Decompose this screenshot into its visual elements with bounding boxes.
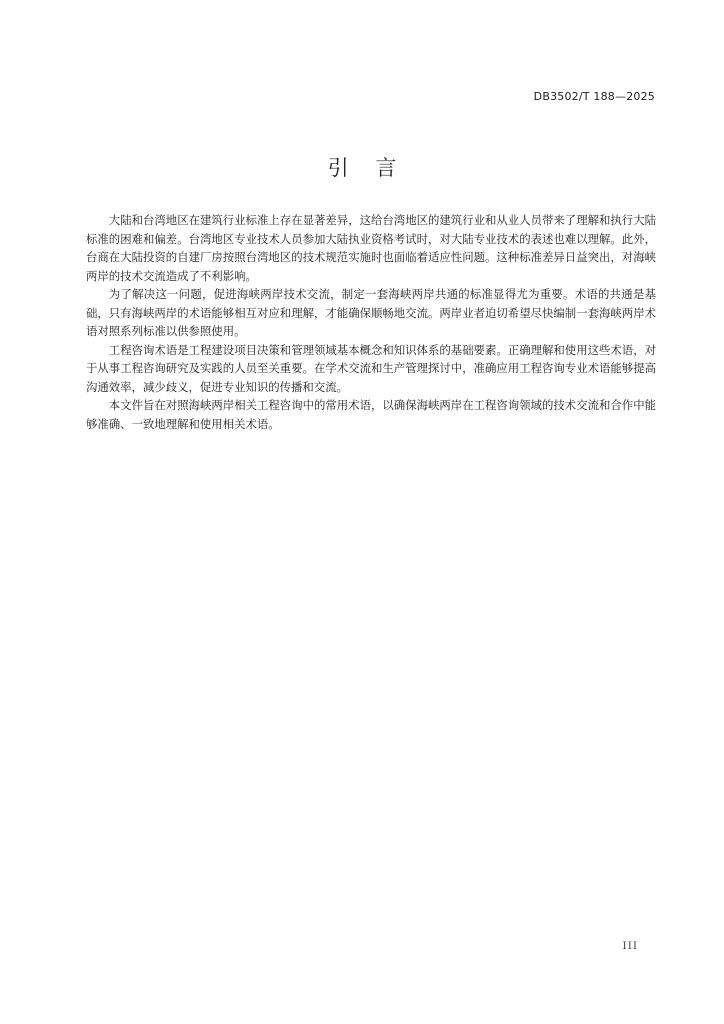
standard-number: DB3502/T 188—2025 [533,90,655,103]
body-text [86,211,656,433]
paragraph-2: 为了解决这一问题，促进海峡两岸技术交流，制定一套海峡两岸共通的标准显得尤为重要。术语的共通是基础，只有海峡两岸的术语能够相互对应和理解，才能确保顺畅地交流。两岸业者迫切希望尽快编制一套海峡两岸术语对照系列标准以供参照使用。 [86,287,656,338]
paragraph-4: 本文件旨在对照海峡两岸相关工程咨询中的常用术语，以确保海峡两岸在工程咨询领域的技术交流和合作中能够准确、一致地理解和使用相关术语。 [86,398,656,431]
paragraph-3: 工程咨询术语是工程建设项目决策和管理领域基本概念和知识体系的基础要素。正确理解和使用这些术语，对于从事工程咨询研究及实践的人员至关重要。在学术交流和生产管理探讨中，准确应用工程咨询专业术语能够提高沟通效率，减少歧义，促进专业知识的传播和交流。 [86,342,656,394]
paragraph-1: 大陆和台湾地区在建筑行业标准上存在显著差异，这给台湾地区的建筑行业和从业人员带来了理解和执行大陆标准的困难和偏差。台湾地区专业技术人员参加大陆执业资格考试时，对大陆专业技术的表述也难以理解。此外，台商在大陆投资的自建厂房按照台湾地区的技术规范实施时也面临着适应性问题。这种标准差异日益突出，对海峡两岸的技术交流造成了不利影响。 [86,213,656,283]
section-title: 引 言 [327,156,397,180]
page-number: III [622,940,638,952]
